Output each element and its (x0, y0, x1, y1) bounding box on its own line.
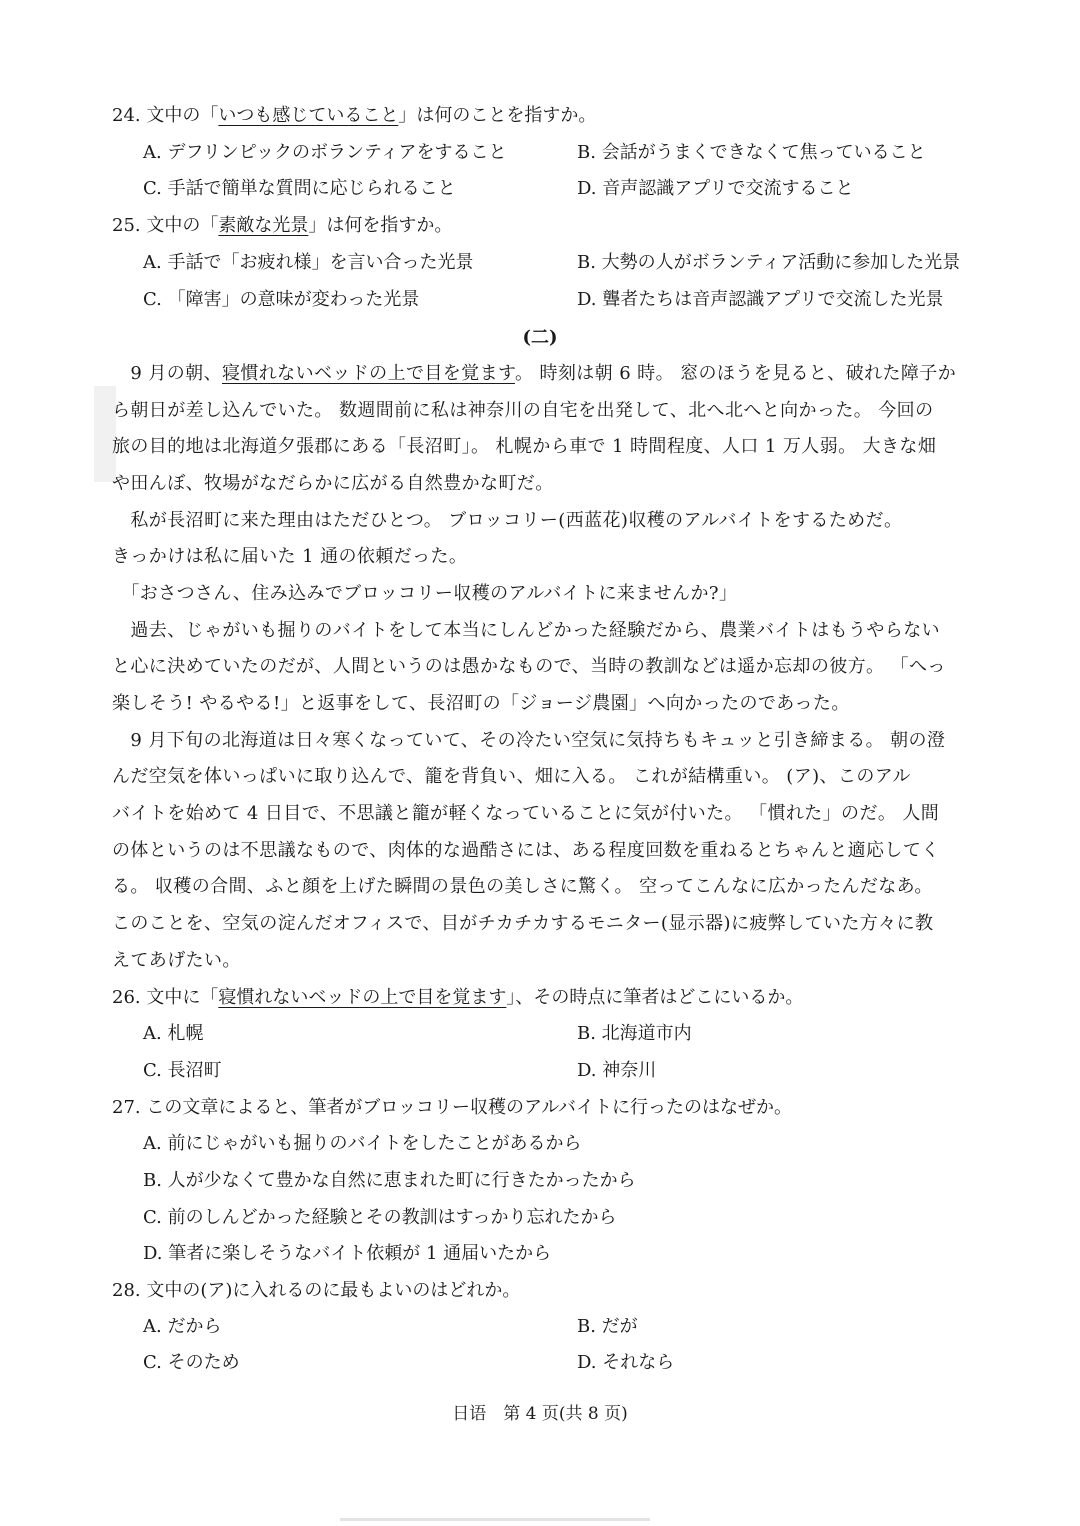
passage-line: 9 月下旬の北海道は日々寒くなっていて、その冷たい空気に気持ちもキュッと引き締まる。 朝の澄 (112, 730, 946, 751)
passage-line: んだ空気を体いっぱいに取り込んで、籠を背負い、畑に入る。 これが結構重い。 (ア)、このアル (112, 766, 911, 787)
passage-line: の体というのは不思議なもので、肉体的な過酷さには、ある程度回数を重ねるとちゃんと適応してく (112, 840, 940, 861)
q25-option-a: A. 手話で「お疲れ様」を言い合った光景 (143, 252, 474, 273)
passage-line: ら朝日が差し込んでいた。 数週間前に私は神奈川の自宅を出発して、北へ北へと向かった。 今回の (112, 400, 934, 421)
passage-line: る。 収穫の合間、ふと顔を上げた瞬間の景色の美しさに驚く。 空ってこんなに広かったんだなあ。 (112, 876, 933, 897)
passage-line: きっかけは私に届いた 1 通の依頼だった。 (112, 546, 468, 567)
passage-line: 楽しそう! やるやる!」と返事をして、長沼町の「ジョージ農園」へ向かったのであった。 (112, 693, 850, 714)
question-text: 24. 文中の「 (112, 105, 219, 126)
underlined-phrase: 寝慣れないベッドの上で目を覚ます (221, 363, 515, 384)
q27-option-a: A. 前にじゃがいも掘りのバイトをしたことがあるから (143, 1133, 582, 1154)
question-27: 27. この文章によると、筆者がブロッコリー収穫のアルバイトに行ったのはなぜか。 (112, 1097, 793, 1118)
q26-option-b: B. 北海道市内 (577, 1023, 692, 1044)
q26-option-a: A. 札幌 (143, 1023, 204, 1044)
q25-option-b: B. 大勢の人がボランティア活動に参加した光景 (577, 252, 961, 273)
question-28: 28. 文中の(ア)に入れるのに最もよいのはどれか。 (112, 1280, 521, 1301)
question-text: 25. 文中の「 (112, 215, 219, 236)
q25-option-c: C. 「障害」の意味が変わった光景 (143, 289, 420, 310)
q26-option-c: C. 長沼町 (143, 1060, 222, 1081)
passage-line: バイトを始めて 4 日目で、不思議と籠が軽くなっていることに気が付いた。 「慣れた」のだ。 人間 (112, 803, 940, 824)
underlined-phrase: いつも感じていること (218, 105, 399, 126)
question-text: 」は何のことを指すか。 (398, 105, 597, 126)
q28-option-c: C. そのため (143, 1352, 240, 1373)
q25-option-d: D. 聾者たちは音声認識アプリで交流した光景 (577, 289, 944, 310)
q24-option-b: B. 会話がうまくできなくて焦っていること (577, 142, 926, 163)
question-text: 」、その時点に筆者はどこにいるか。 (506, 987, 804, 1008)
section-title: (二) (522, 327, 558, 348)
passage-text: 。 時刻は朝 6 時。 窓のほうを見ると、破れた障子か (514, 363, 957, 384)
q24-option-d: D. 音声認識アプリで交流すること (577, 178, 854, 199)
passage-line: 私が長沼町に来た理由はただひとつ。 ブロッコリー(西蓝花)収穫のアルバイトをするためだ。 (112, 510, 903, 531)
question-text: 」は何を指すか。 (308, 215, 453, 236)
passage-line: えてあげたい。 (112, 950, 241, 971)
underlined-phrase: 寝慣れないベッドの上で目を覚ます (218, 987, 507, 1008)
question-text: 26. 文中に「 (112, 987, 219, 1008)
passage-line: や田んぼ、牧場がなだらかに広がる自然豊かな町だ。 (112, 473, 554, 494)
passage-line (112, 361, 972, 387)
passage-line: 旅の目的地は北海道夕張郡にある「長沼町」。 札幌から車で 1 時間程度、人口 1 万人弱。 大きな畑 (112, 436, 937, 457)
q27-option-c: C. 前のしんどかった経験とその教訓はすっかり忘れたから (143, 1207, 617, 1228)
passage-line: このことを、空気の淀んだオフィスで、目がチカチカするモニター(显示器)に疲弊していた方々に教 (112, 913, 934, 934)
passage-line: 「おさつさん、住み込みでブロッコリー収穫のアルバイトに来ませんか?」 (112, 583, 738, 604)
q28-option-a: A. だから (143, 1316, 222, 1337)
scan-artifact (340, 1518, 650, 1521)
q24-option-a: A. デフリンピックのボランティアをすること (143, 142, 507, 163)
q28-option-d: D. それなら (577, 1352, 675, 1373)
q28-option-b: B. だが (577, 1316, 638, 1337)
page-footer: 日语 第 4 页(共 8 页) (452, 1404, 628, 1424)
q27-option-b: B. 人が少なくて豊かな自然に恵まれた町に行きたかったから (143, 1170, 636, 1191)
q24-option-c: C. 手話で簡単な質問に応じられること (143, 178, 456, 199)
underlined-phrase: 素敵な光景 (218, 215, 309, 236)
question-24 (112, 103, 1080, 129)
q26-option-d: D. 神奈川 (577, 1060, 657, 1081)
question-25 (112, 213, 1080, 239)
q27-option-d: D. 筆者に楽しそうなバイト依頼が 1 通届いたから (143, 1243, 552, 1264)
passage-line: 過去、じゃがいも掘りのバイトをして本当にしんどかった経験だから、農業バイトはもうやらない (112, 620, 940, 641)
question-26 (112, 985, 1080, 1011)
passage-line: と心に決めていたのだが、人間というのは愚かなもので、当時の教訓などは遥か忘却の彼方。 「へっ (112, 656, 946, 677)
passage-text: 9 月の朝、 (112, 363, 222, 384)
